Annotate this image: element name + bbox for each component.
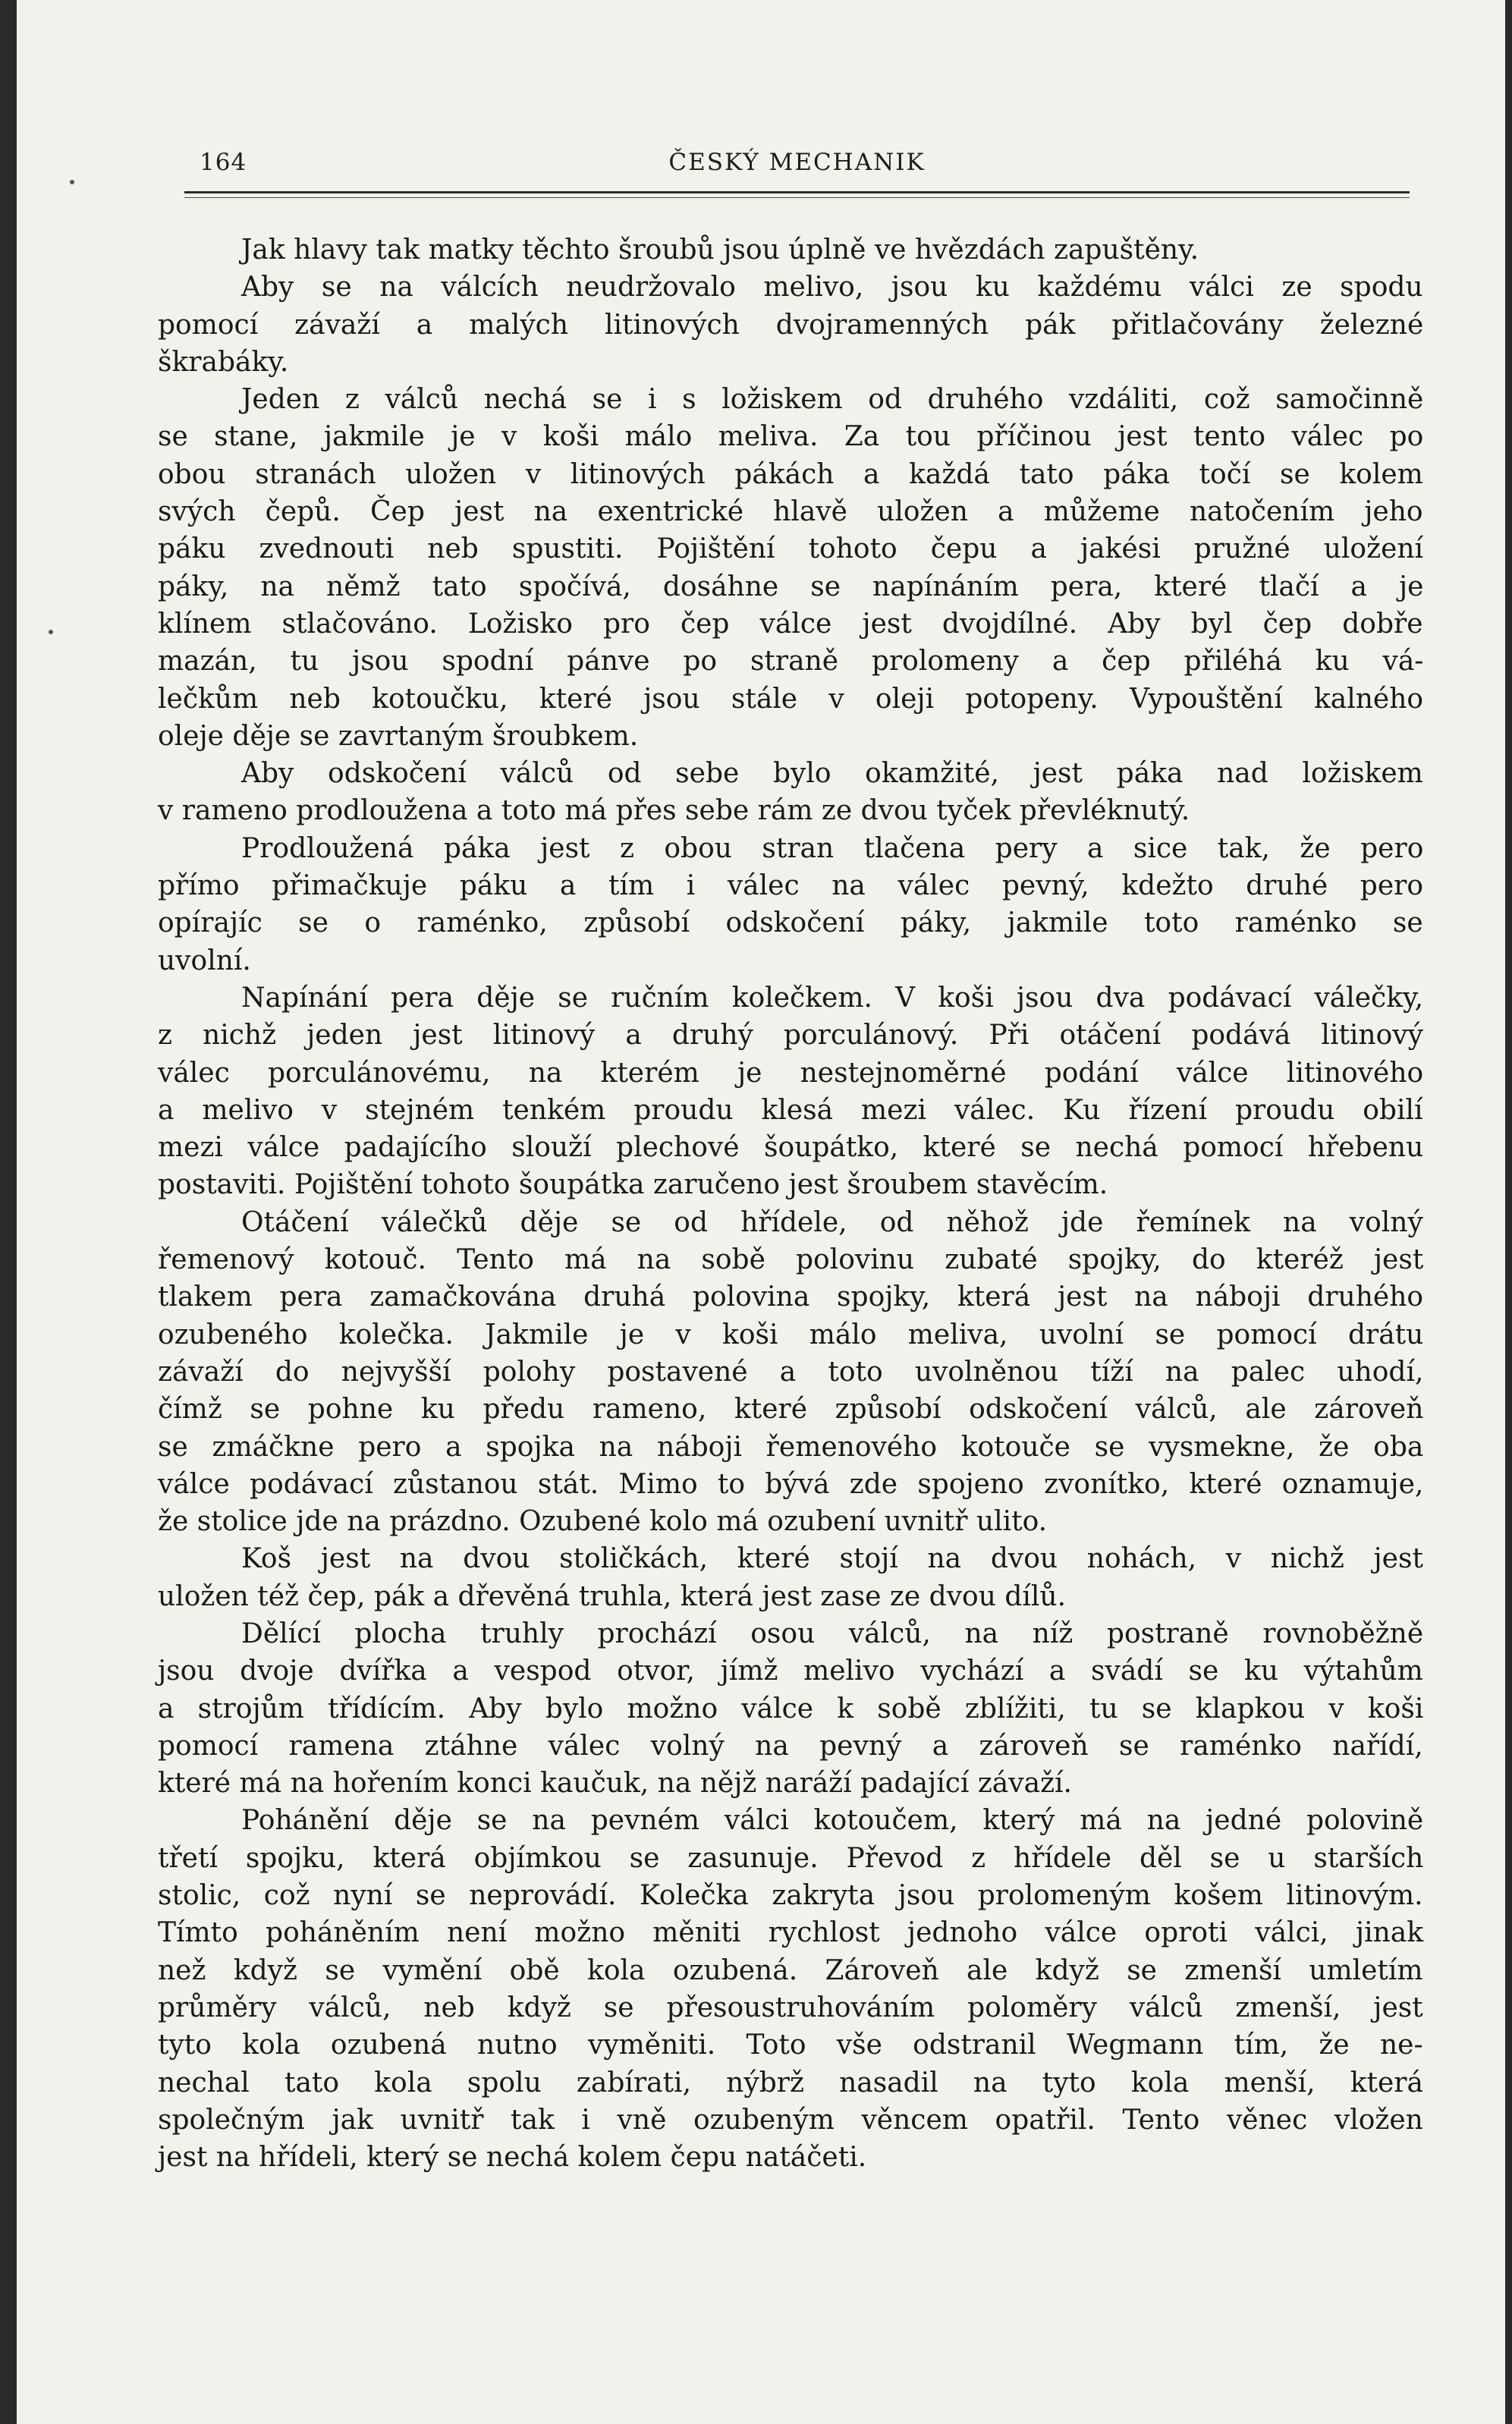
text-line: mazán, tu jsou spodní pánve po straně prolomeny a čep přiléhá ku vá- [158, 646, 1424, 678]
header-rule-thick [184, 191, 1410, 193]
paragraph-first-line: Aby odskočení válců od sebe bylo okamžité, jest páka nad ložiskem [241, 758, 1423, 790]
text-line: pomocí závaží a malých litinových dvojramenných pák přitlačovány železné [158, 309, 1424, 341]
paragraph-first-line: Otáčení válečků děje se od hřídele, od něhož jde řemínek na volný [241, 1206, 1423, 1238]
paragraph-first-line: Dělící plocha truhly prochází osou válců, na níž postraně rovnoběžně [241, 1618, 1424, 1649]
text-line: mezi válce padajícího slouží plechové šoupátko, které se nechá pomocí hřebenu [158, 1132, 1424, 1164]
text-line: čímž se pohne ku předu rameno, které způsobí odskočení válců, ale zároveň [158, 1394, 1424, 1426]
text-line: přímo přimačkuje páku a tím i válec na válec pevný, kdežto druhé pero [158, 870, 1424, 902]
running-title: ČESKÝ MECHANIK [668, 149, 926, 176]
text-line: ozubeného kolečka. Jakmile je v koši málo meliva, uvolní se pomocí drátu [158, 1319, 1424, 1350]
text-line: z nichž jeden jest litinový a druhý porculánový. Při otáčení podává litinový [158, 1020, 1423, 1052]
text-line: škrabáky. [158, 346, 289, 378]
paragraph-first-line: Pohánění děje se na pevném válci kotoučem, který má na jedné polovině [241, 1805, 1424, 1837]
page-number: 164 [200, 149, 247, 176]
text-line: válce podávací zůstanou stát. Mimo to bývá zde spojeno zvonítko, které oznamuje, [158, 1468, 1424, 1500]
text-line: klínem stlačováno. Ložisko pro čep válce jest dvojdílné. Aby byl čep dobře [158, 608, 1423, 640]
text-line: válec porculánovému, na kterém je nestejnoměrné podání válce litinového [158, 1057, 1424, 1089]
text-line: obou stranách uložen v litinových pákách a každá tato páka točí se kolem [158, 458, 1423, 490]
text-line: nechal tato kola spolu zabírati, nýbrž nasadil na tyto kola menší, která [158, 2067, 1423, 2099]
paragraph-first-line: Aby se na válcích neudržovalo melivo, jsou ku každému válci ze spodu [241, 272, 1423, 303]
text-line: které má na hořením konci kaučuk, na nějž naráží padající závaží. [158, 1768, 1072, 1800]
text-line: opírajíc se o raménko, způsobí odskočení páky, jakmile toto raménko se [158, 907, 1423, 939]
text-line: jest na hřídeli, který se nechá kolem čepu natáčeti. [158, 2142, 867, 2174]
text-line: tlakem pera zamačkována druhá polovina spojky, která jest na náboji druhého [158, 1281, 1424, 1313]
text-line: svých čepů. Čep jest na exentrické hlavě uložen a můžeme natočením jeho [158, 496, 1423, 528]
body-text [158, 231, 1423, 2176]
text-line: stolic, což nyní se neprovádí. Kolečka zakryta jsou prolomeným košem litinovým. [158, 1880, 1423, 1912]
page-header [184, 149, 1410, 179]
text-line: Tímto poháněním není možno měniti rychlost jednoho válce oproti válci, jinak [158, 1917, 1424, 1949]
text-line: postaviti. Pojištění tohoto šoupátka zaručeno jest šroubem stavěcím. [158, 1169, 1108, 1201]
text-line: pomocí ramena ztáhne válec volný na pevný a zároveň se raménko nařídí, [158, 1730, 1423, 1762]
paragraph-first-line: Napínání pera děje se ručním kolečkem. V koši jsou dva podávací válečky, [241, 982, 1424, 1014]
text-line: tyto kola ozubená nutno vyměniti. Toto vše odstranil Wegmann tím, že ne- [158, 2029, 1423, 2061]
paragraph-first-line: Jeden z válců nechá se i s ložiskem od druhého vzdáliti, což samočinně [241, 384, 1424, 416]
text-line: než když se vymění obě kola ozubená. Zároveň ale když se zmenší umletím [158, 1954, 1423, 1986]
text-line: oleje děje se zavrtaným šroubkem. [158, 720, 639, 752]
text-line: průměry válců, neb když se přesoustruhováním poloměry válců zmenší, jest [158, 1992, 1423, 2023]
scan-speck [70, 180, 74, 184]
text-line: řemenový kotouč. Tento má na sobě polovinu zubaté spojky, do kteréž jest [158, 1244, 1424, 1276]
text-line: závaží do nejvyšší polohy postavené a toto uvolněnou tíží na palec uhodí, [158, 1356, 1424, 1388]
text-line: páky, na němž tato spočívá, dosáhne se napínáním pera, které tlačí a je [158, 571, 1424, 602]
text-line: se stane, jakmile je v koši málo meliva. Za tou příčinou jest tento válec po [158, 421, 1424, 453]
text-line: jsou dvoje dvířka a vespod otvor, jímž melivo vychází a svádí se ku výtahům [158, 1655, 1423, 1687]
header-rule-thin [184, 197, 1410, 198]
text-line: společným jak uvnitř tak i vně ozubeným věncem opatřil. Tento věnec vložen [158, 2104, 1423, 2136]
paragraph-first-line: Koš jest na dvou stoličkách, které stojí na dvou nohách, v nichž jest [241, 1543, 1423, 1575]
text-line: lečkům neb kotoučku, které jsou stále v oleji potopeny. Vypouštění kalného [158, 683, 1424, 715]
text-line: uložen též čep, pák a dřevěná truhla, která jest zase ze dvou dílů. [158, 1580, 1067, 1612]
text-line: v rameno prodloužena a toto má přes sebe rám ze dvou tyček převléknutý. [158, 795, 1190, 827]
text-line: třetí spojku, která objímkou se zasunuje. Převod z hřídele děl se u starších [158, 1842, 1424, 1874]
scan-speck [49, 630, 53, 634]
text-line: že stolice jde na prázdno. Ozubené kolo má ozubení uvnitř ulito. [158, 1506, 1048, 1538]
paragraph-first-line: Prodloužená páka jest z obou stran tlačena pery a sice tak, že pero [241, 832, 1424, 864]
text-line: páku zvednouti neb spustiti. Pojištění tohoto čepu a jakési pružné uložení [158, 533, 1424, 565]
text-line: se zmáčkne pero a spojka na náboji řemenového kotouče se vysmekne, že oba [158, 1431, 1424, 1463]
text-line: uvolní. [158, 945, 251, 976]
text-line: a strojům třídícím. Aby bylo možno válce k sobě zblížiti, tu se klapkou v koši [158, 1693, 1424, 1724]
text-line: a melivo v stejném tenkém proudu klesá mezi válec. Ku řízení proudu obilí [158, 1094, 1423, 1126]
paragraph-first-line: Jak hlavy tak matky těchto šroubů jsou úplně ve hvězdách zapuštěny. [241, 234, 1199, 266]
